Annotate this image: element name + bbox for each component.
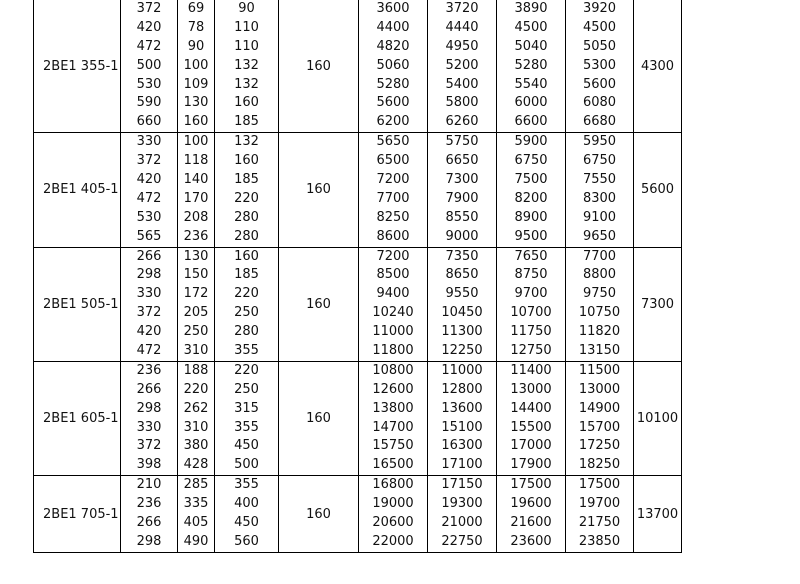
- cell-value: 8500: [376, 267, 410, 283]
- cell-value: 10800: [372, 362, 414, 378]
- cell-value: 15100: [441, 419, 483, 435]
- col9-cell: 4300: [634, 0, 682, 133]
- model-cell: 2BE1 355-1: [34, 0, 121, 133]
- cell-value: 4440: [445, 19, 479, 35]
- cell-value: 3920: [582, 1, 617, 16]
- cell-value: 188: [183, 362, 209, 378]
- cell-value: 9750: [582, 286, 617, 302]
- cell-value: 490: [183, 533, 209, 549]
- cell-value: 8550: [445, 209, 479, 225]
- cell-value: 14400: [510, 400, 552, 416]
- cell-value: 12250: [441, 343, 483, 359]
- cell-value: 450: [234, 438, 259, 454]
- cell-value: 17100: [441, 457, 483, 473]
- col9-cell: 7300: [634, 247, 682, 361]
- cell-value: 262: [183, 400, 209, 416]
- cell-value: 5950: [582, 134, 617, 150]
- cell-value: 335: [183, 496, 209, 512]
- cell-value: 19600: [510, 496, 552, 512]
- cell-value: 130: [183, 95, 209, 111]
- table-row: [34, 133, 682, 247]
- col3-cell: [215, 133, 279, 247]
- cell-value: 13000: [510, 381, 552, 397]
- cell-value: 150: [183, 267, 209, 283]
- cell-value: 330: [136, 134, 162, 150]
- col3-cell: [215, 361, 279, 475]
- table-row: [34, 361, 682, 475]
- cell-value: 6000: [514, 95, 548, 111]
- col6-cell: [428, 476, 497, 553]
- cell-value: 372: [136, 1, 162, 16]
- cell-value: 90: [238, 1, 255, 16]
- cell-value: 7500: [514, 172, 548, 188]
- col6-cell: [428, 361, 497, 475]
- col4-cell: 160: [279, 0, 359, 133]
- cell-value: 220: [234, 190, 259, 206]
- cell-value: 90: [187, 38, 205, 54]
- cell-value: 21600: [510, 515, 552, 531]
- cell-value: 17250: [578, 438, 621, 454]
- cell-value: 355: [234, 419, 259, 435]
- cell-value: 132: [234, 57, 259, 73]
- cell-value: 15750: [372, 438, 414, 454]
- table-row: [34, 476, 682, 553]
- col7-cell: [497, 0, 566, 133]
- cell-value: 8250: [376, 209, 410, 225]
- cell-value: 380: [183, 438, 209, 454]
- col7-cell: [497, 133, 566, 247]
- col8-cell: [566, 476, 634, 553]
- cell-value: 500: [136, 57, 162, 73]
- cell-value: 236: [136, 496, 162, 512]
- cell-value: 17150: [441, 477, 483, 493]
- cell-value: 420: [136, 19, 162, 35]
- cell-value: 472: [136, 343, 162, 359]
- cell-value: 11800: [372, 343, 414, 359]
- cell-value: 185: [234, 114, 259, 130]
- cell-value: 530: [136, 209, 162, 225]
- cell-value: 315: [234, 400, 259, 416]
- col1-cell: [121, 361, 178, 475]
- cell-value: 6750: [582, 153, 617, 169]
- cell-value: 11300: [441, 324, 483, 340]
- cell-value: 15500: [510, 419, 552, 435]
- cell-value: 330: [136, 286, 162, 302]
- cell-value: 5060: [376, 57, 410, 73]
- col2-cell: [178, 476, 215, 553]
- cell-value: 590: [136, 95, 162, 111]
- cell-value: 472: [136, 190, 162, 206]
- cell-value: 13000: [578, 381, 621, 397]
- cell-value: 310: [183, 419, 209, 435]
- cell-value: 5540: [514, 76, 548, 92]
- cell-value: 9500: [514, 228, 548, 244]
- cell-value: 330: [136, 419, 162, 435]
- cell-value: 8750: [514, 267, 548, 283]
- cell-value: 118: [183, 153, 209, 169]
- cell-value: 266: [136, 248, 162, 264]
- model-cell: 2BE1 405-1: [34, 133, 121, 247]
- cell-value: 14700: [372, 419, 414, 435]
- cell-value: 110: [234, 38, 259, 54]
- cell-value: 5200: [445, 57, 479, 73]
- cell-value: 220: [234, 286, 259, 302]
- cell-value: 7700: [376, 190, 410, 206]
- cell-value: 5050: [582, 38, 617, 54]
- cell-value: 20600: [372, 515, 414, 531]
- cell-value: 4820: [376, 38, 410, 54]
- cell-value: 4500: [514, 19, 548, 35]
- cell-value: 660: [136, 114, 162, 130]
- cell-value: 69: [187, 1, 205, 16]
- cell-value: 9700: [514, 286, 548, 302]
- col5-cell: [359, 0, 428, 133]
- col4-cell: 160: [279, 133, 359, 247]
- cell-value: 10240: [372, 305, 414, 321]
- cell-value: 21000: [441, 515, 483, 531]
- cell-value: 13150: [578, 343, 621, 359]
- cell-value: 220: [234, 362, 259, 378]
- cell-value: 355: [234, 343, 259, 359]
- cell-value: 405: [183, 515, 209, 531]
- cell-value: 372: [136, 305, 162, 321]
- cell-value: 12600: [372, 381, 414, 397]
- col8-cell: [566, 247, 634, 361]
- col1-cell: [121, 247, 178, 361]
- col9-cell: 5600: [634, 133, 682, 247]
- cell-value: 17500: [578, 477, 621, 493]
- cell-value: 220: [183, 381, 209, 397]
- cell-value: 12750: [510, 343, 552, 359]
- cell-value: 14900: [578, 400, 621, 416]
- col2-cell: [178, 247, 215, 361]
- cell-value: 6260: [445, 114, 479, 130]
- cell-value: 11400: [510, 362, 552, 378]
- cell-value: 9650: [582, 228, 617, 244]
- cell-value: 160: [234, 153, 259, 169]
- cell-value: 140: [183, 172, 209, 188]
- col3-cell: [215, 476, 279, 553]
- cell-value: 236: [136, 362, 162, 378]
- cell-value: 160: [234, 95, 259, 111]
- cell-value: 23850: [578, 533, 621, 549]
- cell-value: 8600: [376, 228, 410, 244]
- cell-value: 398: [136, 457, 162, 473]
- cell-value: 560: [234, 533, 259, 549]
- cell-value: 9550: [445, 286, 479, 302]
- cell-value: 100: [183, 134, 209, 150]
- cell-value: 5280: [376, 76, 410, 92]
- col1-cell: [121, 133, 178, 247]
- cell-value: 8300: [582, 190, 617, 206]
- cell-value: 21750: [578, 515, 621, 531]
- cell-value: 6650: [445, 153, 479, 169]
- cell-value: 428: [183, 457, 209, 473]
- cell-value: 298: [136, 267, 162, 283]
- cell-value: 5650: [376, 134, 410, 150]
- col8-cell: [566, 0, 634, 133]
- cell-value: 472: [136, 38, 162, 54]
- col6-cell: [428, 0, 497, 133]
- cell-value: 9100: [582, 209, 617, 225]
- cell-value: 17900: [510, 457, 552, 473]
- col7-cell: [497, 361, 566, 475]
- cell-value: 160: [183, 114, 209, 130]
- cell-value: 6600: [514, 114, 548, 130]
- cell-value: 19000: [372, 496, 414, 512]
- cell-value: 170: [183, 190, 209, 206]
- col2-cell: [178, 361, 215, 475]
- cell-value: 280: [234, 228, 259, 244]
- col4-cell: 160: [279, 476, 359, 553]
- cell-value: 19300: [441, 496, 483, 512]
- cell-value: 12800: [441, 381, 483, 397]
- cell-value: 8800: [582, 267, 617, 283]
- cell-value: 17000: [510, 438, 552, 454]
- cell-value: 4500: [582, 19, 617, 35]
- cell-value: 13600: [441, 400, 483, 416]
- cell-value: 132: [234, 134, 259, 150]
- cell-value: 7900: [445, 190, 479, 206]
- cell-value: 16300: [441, 438, 483, 454]
- model-cell: 2BE1 705-1: [34, 476, 121, 553]
- cell-value: 110: [234, 19, 259, 35]
- cell-value: 6080: [582, 95, 617, 111]
- cell-value: 298: [136, 533, 162, 549]
- col1-cell: [121, 0, 178, 133]
- cell-value: 250: [183, 324, 209, 340]
- cell-value: 11750: [510, 324, 552, 340]
- cell-value: 8200: [514, 190, 548, 206]
- cell-value: 10700: [510, 305, 552, 321]
- cell-value: 100: [183, 57, 209, 73]
- cell-value: 22750: [441, 533, 483, 549]
- cell-value: 19700: [578, 496, 621, 512]
- cell-value: 11000: [372, 324, 414, 340]
- cell-value: 372: [136, 153, 162, 169]
- col8-cell: [566, 361, 634, 475]
- cell-value: 17500: [510, 477, 552, 493]
- col5-cell: [359, 247, 428, 361]
- col5-cell: [359, 133, 428, 247]
- cell-value: 5900: [514, 134, 548, 150]
- cell-value: 310: [183, 343, 209, 359]
- cell-value: 16500: [372, 457, 414, 473]
- cell-value: 8650: [445, 267, 479, 283]
- cell-value: 5600: [582, 76, 617, 92]
- cell-value: 4400: [376, 19, 410, 35]
- col9-cell: 10100: [634, 361, 682, 475]
- col4-cell: 160: [279, 247, 359, 361]
- model-cell: 2BE1 505-1: [34, 247, 121, 361]
- cell-value: 266: [136, 515, 162, 531]
- cell-value: 5750: [445, 134, 479, 150]
- col6-cell: [428, 247, 497, 361]
- cell-value: 250: [234, 381, 259, 397]
- cell-value: 6200: [376, 114, 410, 130]
- cell-value: 5400: [445, 76, 479, 92]
- cell-value: 3890: [514, 1, 548, 16]
- cell-value: 185: [234, 267, 259, 283]
- cell-value: 132: [234, 76, 259, 92]
- col9-cell: 13700: [634, 476, 682, 553]
- table-row: [34, 0, 682, 133]
- cell-value: 8900: [514, 209, 548, 225]
- cell-value: 205: [183, 305, 209, 321]
- cell-value: 565: [136, 228, 162, 244]
- cell-value: 530: [136, 76, 162, 92]
- cell-value: 355: [234, 477, 259, 493]
- cell-value: 10450: [441, 305, 483, 321]
- cell-value: 236: [183, 228, 209, 244]
- cell-value: 7200: [376, 248, 410, 264]
- cell-value: 4950: [445, 38, 479, 54]
- cell-value: 400: [234, 496, 259, 512]
- cell-value: 450: [234, 515, 259, 531]
- cell-value: 16800: [372, 477, 414, 493]
- cell-value: 210: [136, 477, 162, 493]
- cell-value: 280: [234, 209, 259, 225]
- cell-value: 5040: [514, 38, 548, 54]
- cell-value: 3720: [445, 1, 479, 16]
- cell-value: 109: [183, 76, 209, 92]
- cell-value: 9000: [445, 228, 479, 244]
- cell-value: 298: [136, 400, 162, 416]
- col3-cell: [215, 247, 279, 361]
- cell-value: 9400: [376, 286, 410, 302]
- col8-cell: [566, 133, 634, 247]
- cell-value: 18250: [578, 457, 621, 473]
- table-row: [34, 247, 682, 361]
- cell-value: 5300: [582, 57, 617, 73]
- cell-value: 6680: [582, 114, 617, 130]
- cell-value: 7700: [582, 248, 617, 264]
- cell-value: 372: [136, 438, 162, 454]
- col3-cell: [215, 0, 279, 133]
- col2-cell: [178, 133, 215, 247]
- cell-value: 7300: [445, 172, 479, 188]
- col7-cell: [497, 247, 566, 361]
- cell-value: 6500: [376, 153, 410, 169]
- cell-value: 7350: [445, 248, 479, 264]
- col6-cell: [428, 133, 497, 247]
- cell-value: 5280: [514, 57, 548, 73]
- cell-value: 285: [183, 477, 209, 493]
- model-cell: 2BE1 605-1: [34, 361, 121, 475]
- cell-value: 7650: [514, 248, 548, 264]
- spec-table: [33, 0, 682, 553]
- cell-value: 22000: [372, 533, 414, 549]
- cell-value: 11500: [578, 362, 621, 378]
- cell-value: 78: [187, 19, 205, 35]
- cell-value: 5600: [376, 95, 410, 111]
- col2-cell: [178, 0, 215, 133]
- cell-value: 160: [234, 248, 259, 264]
- cell-value: 11000: [441, 362, 483, 378]
- cell-value: 130: [183, 248, 209, 264]
- cell-value: 5800: [445, 95, 479, 111]
- cell-value: 280: [234, 324, 259, 340]
- cell-value: 3600: [376, 1, 410, 16]
- cell-value: 7550: [582, 172, 617, 188]
- cell-value: 500: [234, 457, 259, 473]
- col5-cell: [359, 476, 428, 553]
- cell-value: 172: [183, 286, 209, 302]
- cell-value: 185: [234, 172, 259, 188]
- col4-cell: 160: [279, 361, 359, 475]
- cell-value: 7200: [376, 172, 410, 188]
- col7-cell: [497, 476, 566, 553]
- cell-value: 10750: [578, 305, 621, 321]
- cell-value: 6750: [514, 153, 548, 169]
- cell-value: 420: [136, 172, 162, 188]
- cell-value: 250: [234, 305, 259, 321]
- col1-cell: [121, 476, 178, 553]
- cell-value: 208: [183, 209, 209, 225]
- cell-value: 23600: [510, 533, 552, 549]
- col5-cell: [359, 361, 428, 475]
- cell-value: 266: [136, 381, 162, 397]
- cell-value: 15700: [578, 419, 621, 435]
- cell-value: 420: [136, 324, 162, 340]
- cell-value: 13800: [372, 400, 414, 416]
- cell-value: 11820: [578, 324, 621, 340]
